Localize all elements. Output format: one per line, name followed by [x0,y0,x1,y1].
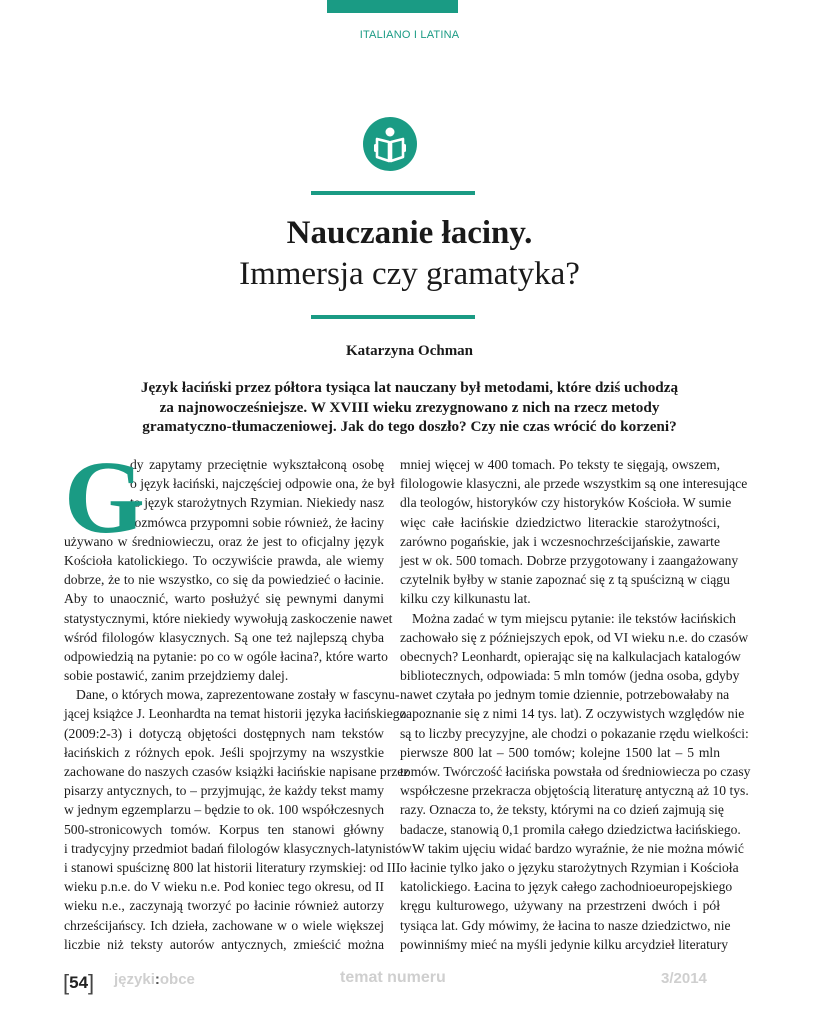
text-line: bibliotecznych, odpowiada: 5 mln tomów (jedna osoba, gdyby [400,668,740,684]
article-subtitle: Immersja czy gramatyka? [239,256,580,292]
text-line: dy zapytamy przeciętnie wykształconą osobę [130,457,384,472]
top-accent-bar [327,0,458,13]
text-line: o język łaciński, najczęściej odpowie ona, że był [130,476,395,492]
magazine-name-colon: : [154,971,160,988]
footer-section: temat numeru [340,969,446,986]
text-line: i tradycyjny przedmiot badań filologów klasycznych-latynistów [64,840,412,856]
text-line: wśród filologów klasycznych. Są one też najlepszą chyba [64,629,384,645]
text-line: więc całe łacińskie dziedzictwo literackie starożytności, [400,514,720,530]
text-line: to język starożytnych Rzymian. Niekiedy nasz [130,495,384,511]
text-line: obecnych? Leonhardt, opierając się na kalkulacjach katalogów [400,648,741,664]
text-line: zarówno pogańskie, jak i wczesnochrześcijańskie, zawarte [400,533,720,549]
text-line: kręgu kulturowego, używany na przestrzeni dwóch i pół [400,898,720,914]
text-line: Kościoła katolickiego. To oczywiście prawda, ale wiemy [64,552,384,568]
page-footer [0,968,819,998]
body-column-right [400,455,751,954]
text-line: nawet czytała po jednym tomie dziennie, potrzebowałaby na [400,687,730,703]
text-line: zachowało się z późniejszych epok, od VI wieku n.e. do czasów [400,629,749,645]
text-line: badacze, stanowią 0,1 promila całego dziedzictwa łacińskiego. [400,821,741,837]
text-line: łacińskich z różnych epok. Jeśli spojrzymy na wszystkie [64,744,384,760]
section-label: ITALIANO I LATINA [359,29,460,41]
text-line: mniej więcej w 400 tomach. Po teksty te sięgają, owszem, [400,457,720,472]
text-line: filologowie klasyczni, ale przede wszystkim są one interesujące [400,476,748,492]
text-line: zachowane do naszych czasów książki łacińskie napisane przez [64,764,410,779]
lead-line: Język łaciński przez półtora tysiąca lat nauczany był metodami, które dziś uchodzą [140,379,679,396]
text-line: pierwsze 800 lat – 500 tomów; kolejne 1500 lat – 5 mln [400,744,720,760]
title-rule-top [311,191,475,195]
text-line: wieku p.n.e. do V wieku n.e. Pod koniec tego okresu, od II [64,879,384,895]
text-line: statystycznymi, które niekiedy wywołują zaskoczenie nawet [64,610,393,626]
text-line: tysiąca lat. Gdy mówimy, że łacina to nasze dziedzictwo, nie [400,917,731,933]
text-line: zapoznanie się z nimi 14 tys. lat). Z oczywistych względów nie [400,706,745,722]
article-title: Nauczanie łaciny. [286,215,533,251]
body-column-left [64,440,412,954]
text-line: chrześcijańscy. Ich dzieła, zachowane w o wiele większej [64,917,384,933]
text-line: używano w średniowieczu, oraz że jest to oficjalny język [64,533,384,549]
text-line: w jednym egzemplarzu – będzie to ok. 100 współczesnych [64,802,384,818]
issue-number: 3/2014 [661,970,707,987]
text-line: powinniśmy mieć na myśli jedynie kilku arcydzieł literatury [400,936,729,952]
magazine-name-part2: obce [159,971,195,988]
text-line: współczesne przekracza objętością literaturę antyczną aż 10 tys. [400,783,749,799]
text-line: kilku czy kilkunastu lat. [400,591,531,607]
lead-line: gramatyczno-tłumaczeniowej. Jak do tego doszło? Czy nie czas wrócić do korzeni? [142,418,677,435]
text-line: odpowiedzią na pytanie: po co w ogóle łacina?, które warto [64,648,388,664]
text-line: pisarzy antycznych, to – przyjmując, że każdy tekst mamy [64,783,384,799]
text-line: jącej książce J. Leonhardta na temat historii języka łacińskiego [64,706,407,722]
text-line: Dane, o których mowa, zaprezentowane zostały w fascynu- [76,687,400,703]
text-line: sobie postawić, zanim przejdziemy dalej. [64,668,289,684]
text-line: 500-stronicowych tomów. Korpus ten stanowi główny [64,821,384,837]
article-lead [96,378,723,437]
text-line: Aby to unaocznić, warto posłużyć się pewnymi danymi [64,591,384,607]
title-rule-bottom [311,315,475,319]
text-line: liczbie niż teksty autorów antycznych, zmieścić można [64,936,384,952]
drop-cap: G [64,440,145,555]
text-line: i stanowi spuściznę 800 lat historii literatury rzymskiej: od III [64,859,401,875]
text-line: czytelnik byłby w stanie zapoznać się z tą spuścizną w ciągu [400,572,730,588]
article-author: Katarzyna Ochman [345,343,474,359]
reading-person-icon [363,117,417,171]
text-line: razy. Oznacza to, że teksty, którymi na co dzień zajmują się [400,802,724,818]
text-line: jest w ok. 500 tomach. Dobrze przygotowany i zaangażowany [400,552,739,568]
text-line: o łacinie tylko jako o języku starożytnych Rzymian i Kościoła [400,859,739,875]
lead-line: za najnowocześniejsze. W XVIII wieku zrezygnowano z nich na rzecz metody [159,398,660,416]
text-line: wieku n.e., zaczynają tworzyć po łacinie również autorzy [64,898,384,914]
page-number: [54] [63,970,95,995]
page-number-value: 54 [69,973,89,992]
magazine-name-part1: języki [114,971,155,988]
text-line: dla teologów, historyków czy historyków Kościoła. W sumie [400,495,732,511]
magazine-name [114,971,195,988]
text-line: rozmówca przypomni sobie również, że łaciny [130,514,384,530]
text-line: dobrze, że to nie wszystko, co się da powiedzieć o łacinie. [64,572,384,588]
text-line: Można zadać w tym miejscu pytanie: ile tekstów łacińskich [412,610,736,626]
text-line: (2009:2-3) i dotyczą objętości dostępnych nam tekstów [64,725,384,741]
text-line: tomów. Twórczość łacińska powstała od średniowiecza po czasy [400,764,751,779]
text-line: W takim ujęciu widać bardzo wyraźnie, że nie można mówić [412,840,744,856]
text-line: katolickiego. Łacina to język całego zachodnioeuropejskiego [400,879,733,895]
text-line: są to liczby precyzyjne, ale chodzi o pokazanie rzędu wielkości: [400,725,749,741]
